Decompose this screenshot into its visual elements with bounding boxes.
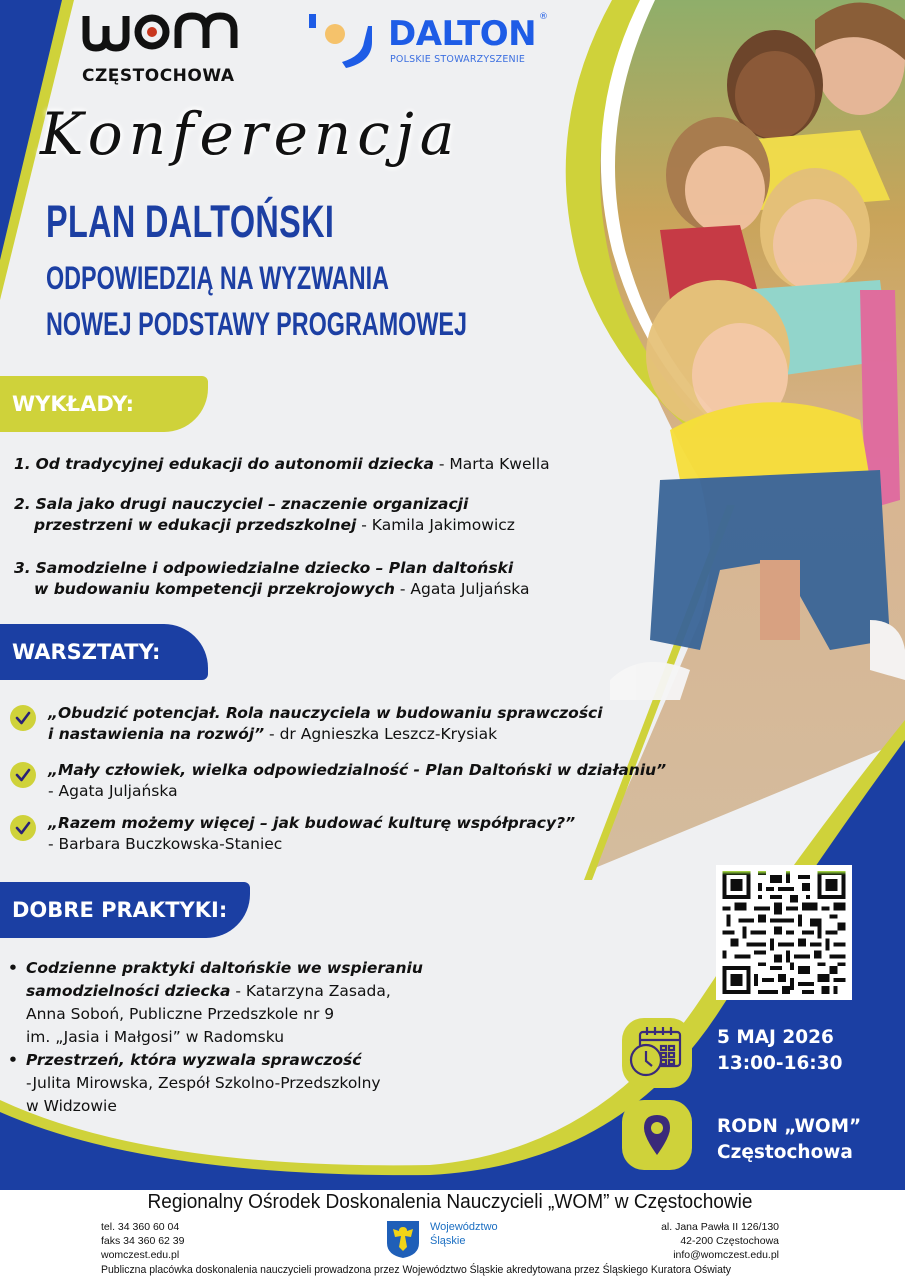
lecture-item — [14, 558, 529, 600]
dalton-mark-icon — [306, 12, 382, 72]
voivodeship-label — [430, 1220, 498, 1248]
dalton-sub-label: POLSKIE STOWARZYSZENIE — [390, 54, 526, 65]
footer-email[interactable]: info@womczest.edu.pl — [673, 1249, 779, 1261]
wom-wordmark — [82, 12, 252, 52]
check-icon — [10, 705, 36, 731]
event-time: 13:00-16:30 — [717, 1053, 843, 1074]
check-icon — [10, 762, 36, 788]
location-city: Częstochowa — [717, 1142, 853, 1163]
lecture-number: 2. — [14, 495, 31, 513]
qr-code[interactable] — [716, 865, 852, 1000]
workshop-title: „Razem możemy więcej – jak budować kulturę współpracy?” — [48, 814, 576, 832]
lecture-author: - Marta Kwella — [433, 455, 550, 473]
footer-title: Regionalny Ośrodek Doskonalenia Nauczycieli „WOM” w Częstochowie — [147, 1190, 753, 1213]
lecture-number: 3. — [14, 559, 31, 577]
footer-address — [661, 1220, 779, 1262]
lecture-number: 1. — [14, 455, 31, 473]
workshop-title: „Mały człowiek, wielka odpowiedzialność - Plan Daltoński w działaniu” — [48, 761, 667, 779]
conference-script-title: Konferencja — [40, 100, 461, 168]
practice-detail: Anna Soboń, Publiczne Przedszkole nr 9 — [26, 1005, 335, 1023]
footer-postal: 42-200 Częstochowa — [680, 1235, 779, 1247]
lecture-title-cont: w budowaniu kompetencji przekrojowych — [34, 580, 395, 598]
practice-detail: w Widzowie — [26, 1097, 117, 1115]
workshops-heading: WARSZTATY: — [0, 624, 208, 680]
location-pin-icon — [622, 1100, 692, 1170]
footer-phone: tel. 34 360 60 04 — [101, 1221, 180, 1233]
dalton-wordmark: DALTON — [388, 14, 537, 54]
footer-website[interactable]: womczest.edu.pl — [101, 1249, 180, 1261]
practice-title: Przestrzeń, która wyzwala sprawczość — [26, 1051, 362, 1069]
workshop-author: - Barbara Buczkowska-Staniec — [48, 835, 283, 853]
practice-title-cont: samodzielności dziecka — [26, 982, 231, 1000]
lecture-author: - Kamila Jakimowicz — [356, 516, 515, 534]
check-icon — [10, 815, 36, 841]
wom-sub-label: CZĘSTOCHOWA — [82, 66, 235, 86]
lecture-title-cont: przestrzeni w edukacji przedszkolnej — [34, 516, 357, 534]
event-date: 5 MAJ 2026 — [717, 1027, 834, 1048]
bullet: • — [8, 1051, 18, 1069]
subtitle-line-1: ODPOWIEDZIĄ NA WYZWANIA — [46, 260, 390, 296]
workshop-author: - dr Agnieszka Leszcz-Krysiak — [264, 725, 498, 743]
practice-title: Codzienne praktyki daltońskie we wspieraniu — [26, 959, 423, 977]
workshop-title-cont: i nastawienia na rozwój” — [48, 725, 265, 743]
page-title: PLAN DALTOŃSKI — [46, 196, 335, 247]
location-name: RODN „WOM” — [717, 1116, 862, 1137]
footer — [0, 1190, 905, 1280]
registered-mark: ® — [539, 12, 548, 22]
calendar-clock-icon — [622, 1018, 692, 1088]
good-practices-heading: DOBRE PRAKTYKI: — [0, 882, 250, 938]
footer-contact — [101, 1220, 184, 1262]
event-date-time — [717, 1025, 842, 1077]
qr-code-pattern — [722, 871, 846, 994]
silesia-coat-of-arms-icon — [383, 1219, 423, 1259]
lecture-author: - Agata Juljańska — [394, 580, 530, 598]
lecture-title: Samodzielne i odpowiedzialne dziecko – Plan daltoński — [35, 559, 514, 577]
lecture-title: Od tradycyjnej edukacji do autonomii dziecka — [35, 455, 434, 473]
footer-note: Publiczna placówka doskonalenia nauczycieli prowadzona przez Województwo Śląskie akredytowana przez Śląskiego Kuratora Oświaty — [101, 1264, 732, 1276]
lecture-title: Sala jako drugi nauczyciel – znaczenie organizacji — [35, 495, 469, 513]
subtitle-line-2: NOWEJ PODSTAWY PROGRAMOWEJ — [46, 306, 467, 342]
lecture-item — [14, 494, 515, 536]
footer-street: al. Jana Pawła II 126/130 — [661, 1221, 779, 1233]
lectures-heading: WYKŁADY: — [0, 376, 208, 432]
practice-detail: im. „Jasia i Małgosi” w Radomsku — [26, 1028, 285, 1046]
workshop-title: „Obudzić potencjał. Rola nauczyciela w budowaniu sprawczości — [48, 704, 603, 722]
lecture-item — [14, 454, 550, 475]
voivodeship-line-2: Śląskie — [430, 1235, 466, 1247]
bullet: • — [8, 959, 18, 977]
practice-author: -Julita Mirowska, Zespół Szkolno-Przedszkolny — [26, 1074, 381, 1092]
practice-author: - Katarzyna Zasada, — [230, 982, 391, 1000]
voivodeship-line-1: Województwo — [430, 1221, 498, 1233]
workshop-author: - Agata Juljańska — [48, 782, 178, 800]
wom-logo — [82, 12, 252, 86]
event-location — [717, 1114, 861, 1166]
footer-fax: faks 34 360 62 39 — [101, 1235, 185, 1247]
dalton-logo — [306, 12, 546, 72]
